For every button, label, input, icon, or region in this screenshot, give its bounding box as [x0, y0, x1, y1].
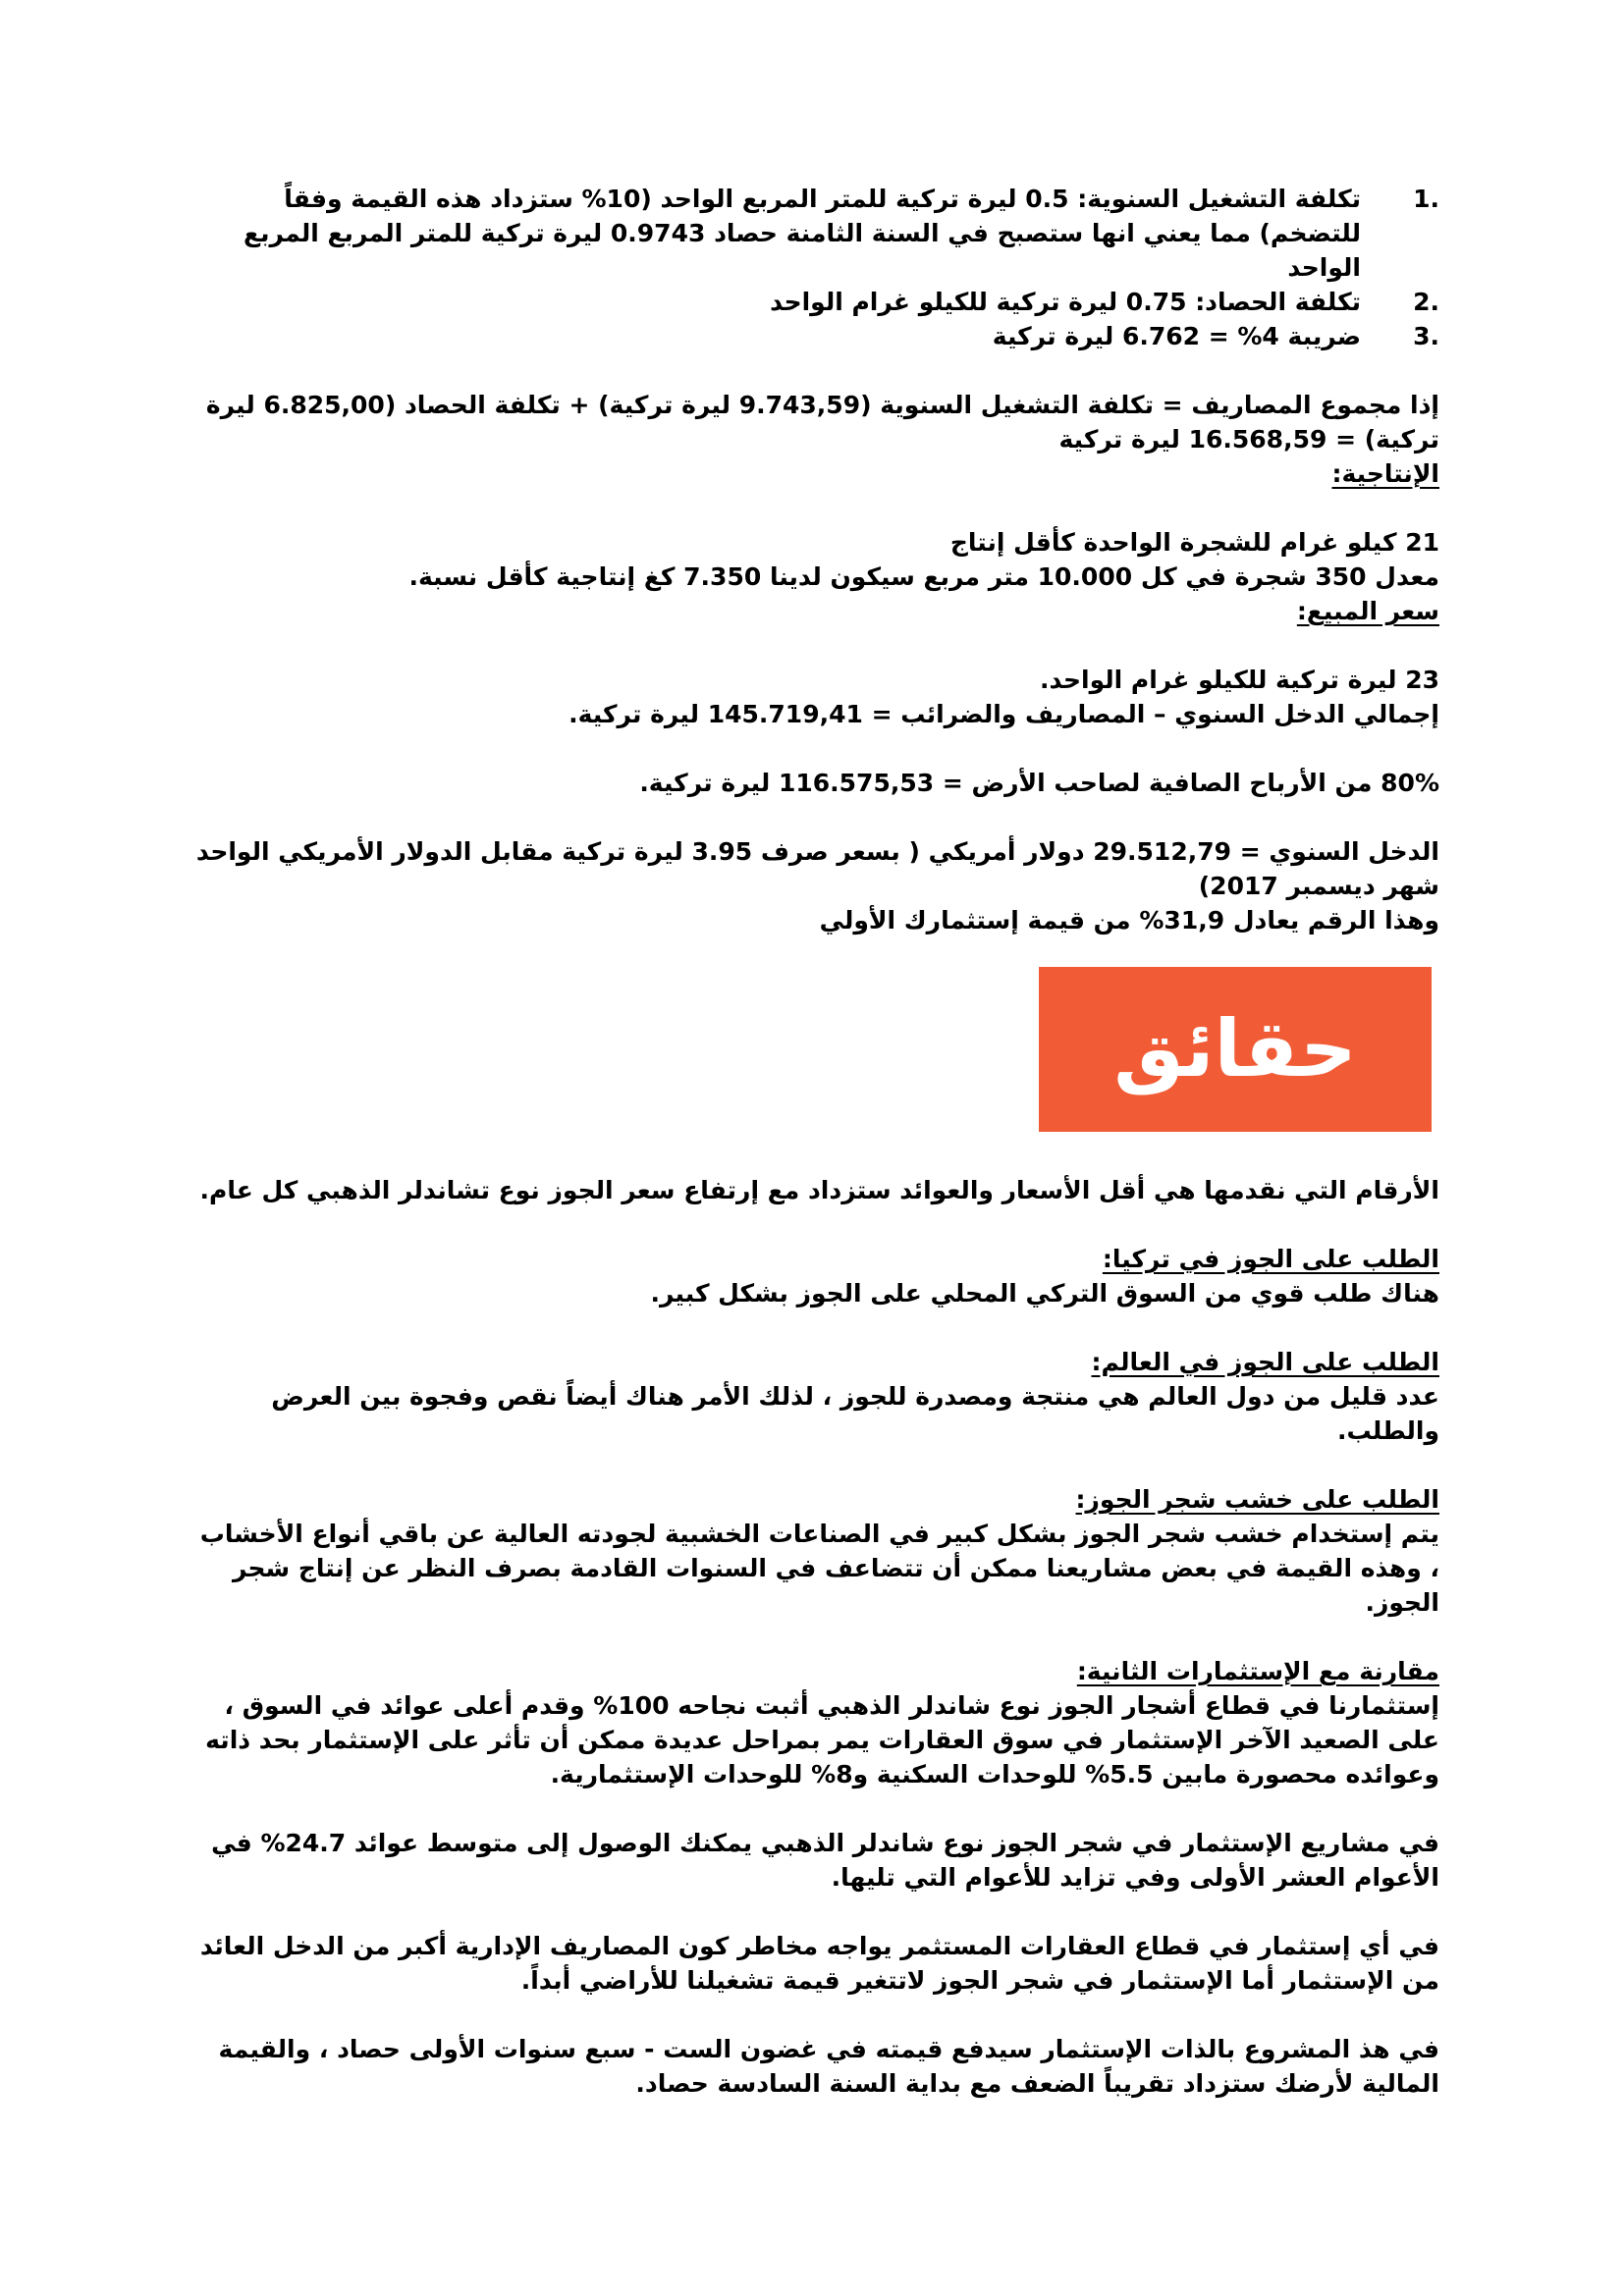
- total-expenses: إذا مجموع المصاريف = تكلفة التشغيل السنوية (9.743,59 ليرة تركية) + تكلفة الحصاد (6.825,00 ليرة تركية) = 16.568,59 ليرة تركية: [205, 391, 1439, 454]
- closing-paragraph: في أي إستثمار في قطاع العقارات المستثمر يواجه مخاطر كون المصاريف الإدارية أكبر من الدخل العائد من الإستثمار أما الإستثمار في شجر الجوز لاتتغير قيمة تشغيلنا للأراضي أبداً.: [199, 1932, 1439, 1995]
- closing-paragraph: في هذ المشروع بالذات الإستثمار سيدفع قيمته في غضون الست - سبع سنوات الأولى حصاد ، والقيمة المالية لأرضك ستزداد تقريباً الضعف مع بداية السنة السادسة حصاد.: [218, 2035, 1439, 2098]
- section-turkey-demand: [191, 1242, 1439, 1310]
- section-body: عدد قليل من دول العالم هي منتجة ومصدرة للجوز ، لذلك الأمر هناك أيضاً نقص وفجوة بين العرض والطلب.: [271, 1382, 1439, 1445]
- section-heading: الطلب على خشب شجر الجوز:: [1075, 1485, 1439, 1514]
- document-page: [191, 182, 1439, 2101]
- facts-logo: [1039, 967, 1432, 1132]
- costs-list: [191, 182, 1439, 353]
- logo-text: حقائق: [1113, 1003, 1357, 1095]
- list-number: 1.: [1413, 185, 1439, 213]
- productivity-line-2: معدل 350 شجرة في كل 10.000 متر مربع سيكون لدينا 7.350 كغ إنتاجية كأقل نسبة.: [408, 562, 1439, 591]
- list-number: 3.: [1413, 322, 1439, 350]
- sale-price-line-1: 23 ليرة تركية للكيلو غرام الواحد.: [1040, 666, 1439, 694]
- list-text: تكلفة الحصاد: 0.75 ليرة تركية للكيلو غرام الواحد: [770, 288, 1361, 316]
- list-number: 2.: [1413, 288, 1439, 316]
- closing-paragraph: في مشاريع الإستثمار في شجر الجوز نوع شاندلر الذهبي يمكنك الوصول إلى متوسط عوائد 24.7% في الأعوام العشر الأولى وفي تزايد للأعوام التي تليها.: [211, 1829, 1439, 1892]
- section-comparison: [191, 1654, 1439, 1791]
- list-item: [191, 285, 1439, 319]
- section-heading: الطلب على الجوز في تركيا:: [1102, 1245, 1439, 1273]
- annual-income-line-2: وهذا الرقم يعادل 31,9% من قيمة إستثمارك الأولي: [819, 906, 1439, 934]
- section-heading: مقارنة مع الإستثمارات الثانية:: [1076, 1657, 1439, 1685]
- productivity-line-1: 21 كيلو غرام للشجرة الواحدة كأقل إنتاج: [949, 528, 1439, 557]
- productivity-heading: الإنتاجية:: [1331, 459, 1439, 488]
- annual-income-line-1: الدخل السنوي = 29.512,79 دولار أمريكي ( بسعر صرف 3.95 ليرة تركية مقابل الدولار الأمريكي الواحد شهر ديسمبر 2017): [195, 837, 1439, 900]
- sale-price-line-2: إجمالي الدخل السنوي – المصاريف والضرائب = 145.719,41 ليرة تركية.: [568, 700, 1439, 728]
- list-item: [191, 319, 1439, 353]
- section-body: يتم إستخدام خشب شجر الجوز بشكل كبير في الصناعات الخشبية لجودته العالية عن باقي أنواع الأخشاب ، وهذه القيمة في بعض مشاريعنا ممكن أن تتضاعف في السنوات القادمة بصرف النظر عن إنتاج شجر الجوز.: [199, 1520, 1439, 1617]
- net-profit: 80% من الأرباح الصافية لصاحب الأرض = 116.575,53 ليرة تركية.: [639, 769, 1439, 797]
- section-body: إستثمارنا في قطاع أشجار الجوز نوع شاندلر الذهبي أثبت نجاحه 100% وقدم أعلى عوائد في السوق ، على الصعيد الآخر الإستثمار في سوق العقارات يمر بمراحل عديدة ممكن أن تأثر على الإستثمار بحد ذاته وعوائده محصورة مابين 5.5% للوحدات السكنية و8% للوحدات الإستثمارية.: [205, 1691, 1439, 1789]
- list-text: تكلفة التشغيل السنوية: 0.5 ليرة تركية للمتر المربع الواحد (10% ستزداد هذه القيمة وفقاً للتضخم) مما يعني انها ستصبح في السنة الثامنة حصاد 0.9743 ليرة تركية للمتر المربع المربع الواحد: [244, 185, 1361, 282]
- section-wood-demand: [191, 1482, 1439, 1620]
- section-world-demand: [191, 1345, 1439, 1448]
- logo-container: [191, 967, 1439, 1134]
- section-heading: الطلب على الجوز في العالم:: [1091, 1348, 1439, 1376]
- sale-price-heading: سعر المبيع:: [1296, 597, 1439, 625]
- section-body: هناك طلب قوي من السوق التركي المحلي على الجوز بشكل كبير.: [650, 1279, 1439, 1308]
- numbers-note: الأرقام التي نقدمها هي أقل الأسعار والعوائد ستزداد مع إرتفاع سعر الجوز نوع تشاندلر الذهبي كل عام.: [199, 1176, 1439, 1204]
- list-item: [191, 182, 1439, 285]
- list-text: ضريبة 4% = 6.762 ليرة تركية: [992, 322, 1361, 350]
